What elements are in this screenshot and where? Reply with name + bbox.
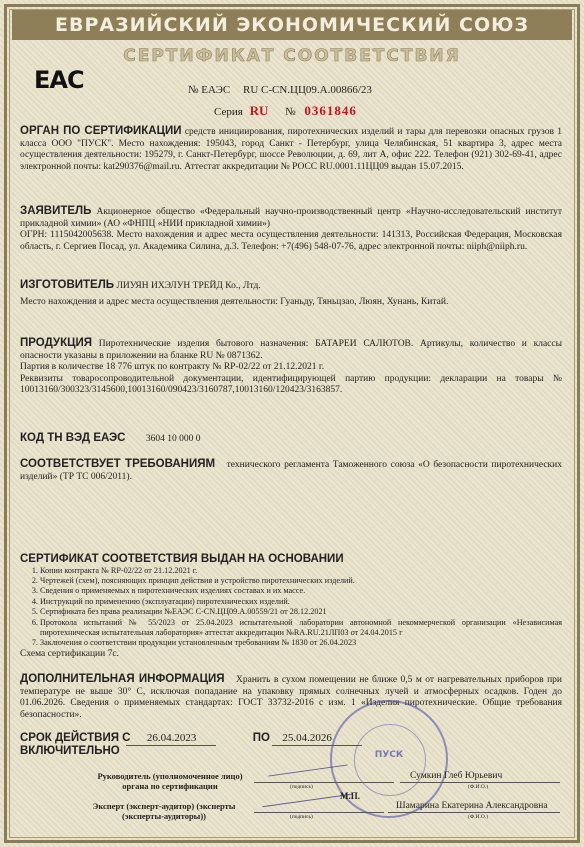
applicant-text: Акционерное общество «Федеральный научно-производственный центр «Научно-исследовательский институт прикладной химии» (АО «ФНПЦ «НИИ прикладной химии») — [20, 207, 563, 229]
validity-from: 26.04.2023 — [146, 732, 197, 744]
validity-head: СРОК ДЕЙСТВИЯ С — [20, 732, 131, 744]
eac-mark: ЕАС — [34, 66, 84, 94]
basis-item: 1. Копии контракта № RP-02/22 от 21.12.2021 г. — [40, 566, 562, 576]
certification-scheme: Схема сертификации 7с. — [20, 648, 119, 659]
head-sign-line — [254, 782, 394, 783]
validity-to-label: ПО — [252, 732, 270, 744]
expert-name: Шамарина Екатерина Александровна — [396, 801, 548, 811]
product-text: Пиротехнические изделия бытового назначения: БАТАРЕИ САЛЮТОВ. Артикулы, количество и классы опасности указаны в приложении на бланке RU № 0871362. — [20, 339, 562, 361]
expert-sign-line — [254, 812, 384, 813]
head-name: Сумкин Глеб Юрьевич — [410, 771, 503, 781]
basis-item: 4. Инструкций по применению (эксплуатации) пиротехнических изделий. — [40, 597, 562, 607]
product-head: ПРОДУКЦИЯ — [20, 337, 93, 349]
reg-prefix: № ЕАЭС — [188, 84, 231, 96]
expert-name-line — [388, 812, 560, 813]
additional-text: Хранить в сухом помещении не ближе 0,5 м от нагревательных приборов при температуре не выше 30° С, исключая попадание на упаковку прямых солнечных лучей и атмосферных осадков. Годен до 01.06.2026. Сведения о применяемых стандартах: ГОСТ 33732-2016 с изм. 1 «Изделия пиротехнические. Общие требования безопасности». — [20, 675, 562, 720]
head-name-line — [400, 782, 560, 783]
basis-item: 7. Заключения о соответствии продукции установленным требованиям № 1830 от 26.04.2023 — [40, 638, 562, 648]
manufacturer-address: Место нахождения и адрес места осуществления деятельности: Гуаньду, Тяньцзао, Люян, Хунань, Китай. — [20, 296, 449, 307]
basis-item: 6. Протокола испытаний № 55/2023 от 25.04.2023 испытательной лаборатории автономной некоммерческой организации «Независимая пиротехническая испытательная лаборатория» аттестат аккредитации №RA.RU.21ЛП03 от 24.04.2015 г — [40, 618, 562, 639]
conforms-head: СООТВЕТСТВУЕТ ТРЕБОВАНИЯМ — [20, 458, 216, 470]
basis-item: 3. Сведения о применяемых в пиротехнических изделиях составах и их массе. — [40, 586, 562, 596]
manufacturer-section — [20, 280, 562, 308]
conforms-section — [20, 459, 562, 483]
additional-head: ДОПОЛНИТЕЛЬНАЯ ИНФОРМАЦИЯ — [20, 673, 225, 685]
serial-number: 0361846 — [304, 103, 357, 118]
applicant-section — [20, 206, 562, 253]
validity-inclusive: ВКЛЮЧИТЕЛЬНО — [20, 744, 120, 757]
organ-section — [20, 126, 562, 173]
expert-sign-caption: (подпись) — [290, 814, 313, 820]
applicant-head: ЗАЯВИТЕЛЬ — [20, 205, 92, 217]
stamp-text: ПУСК — [374, 750, 404, 760]
mp-label: М.П. — [340, 791, 360, 801]
additional-section — [20, 674, 562, 721]
reg-number: RU С-CN.ЦЦ09.А.00866/23 — [242, 84, 372, 96]
tnved-section — [20, 433, 562, 446]
product-docs: Реквизиты товаросопроводительной документации, идентифицирующей партию продукции: декларации на товары № 10013160/300323/3145600,10013160/090423/3160787,10013160/120423/3163857. — [20, 373, 562, 396]
product-section — [20, 338, 562, 397]
from-underline — [126, 745, 216, 746]
organ-head: ОРГАН ПО СЕРТИФИКАЦИИ — [20, 125, 182, 137]
conforms-text: технического регламента Таможенного союза «О безопасности пиротехнических изделий» (ТР ТС 006/2011). — [20, 460, 562, 482]
series-label: Серия — [214, 106, 243, 118]
number-sign: № — [285, 106, 296, 118]
basis-item: 2. Чертежей (схем), поясняющих принцип действия и устройство пиротехнических изделий. — [40, 576, 562, 586]
head-fio-caption: (Ф.И.О.) — [468, 784, 489, 790]
expert-fio-caption: (Ф.И.О.) — [468, 814, 489, 820]
basis-section — [20, 554, 562, 660]
basis-list — [20, 566, 562, 649]
expert-label: Эксперт (эксперт-аудитор) (эксперты (эксперты-аудиторы)) — [92, 801, 236, 821]
tnved-head: КОД ТН ВЭД ЕАЭС — [20, 432, 126, 444]
certificate-title: СЕРТИФИКАТ СООТВЕТСТВИЯ — [123, 46, 461, 66]
series-line — [214, 103, 357, 119]
series-value: RU — [249, 103, 269, 118]
stamp-inner-ring — [354, 724, 426, 796]
manufacturer-head: ИЗГОТОВИТЕЛЬ — [20, 279, 115, 291]
basis-item: 5. Сертификата без права реализации №ЕАЭС С-CN.ЦЦ09.А.00559/21 от 28.12.2021 — [40, 607, 562, 617]
tnved-value: 3604 10 000 0 — [145, 434, 201, 444]
validity-to: 25.04.2026 — [282, 732, 332, 744]
registration-line — [188, 84, 372, 96]
manufacturer-text: ЛИУЯН ИХЭЛУН ТРЕЙД Ко., Лтд. — [116, 281, 261, 291]
union-banner: ЕВРАЗИЙСКИЙ ЭКОНОМИЧЕСКИЙ СОЮЗ — [12, 10, 572, 40]
head-sign-caption: (подпись) — [290, 784, 313, 790]
basis-head: СЕРТИФИКАТ СООТВЕТСТВИЯ ВЫДАН НА ОСНОВАНИИ — [20, 553, 344, 565]
organ-text: средств инициирования, пиротехнических изделий и тары для перевозки опасных грузов 1 класса ООО "ПУСК". Место нахождения: 195043, город Санкт - Петербург, улица Челябинская, 51 квартира 3, адрес места осуществления деятельности: 195279, г. Санкт-Петербург, шоссе Революции, д. 69, лит А, офис 222. Телефон (921) 302-69-41, адрес электронной почты: kat290376@mail.ru. Аттестат аккредитации № РОСС RU.0001.11ЦЦ09 выдан 15.07.2015. — [20, 127, 563, 172]
product-batch: Партия в количестве 18 776 штук по контракту № RP-02/22 от 21.12.2021 г. — [20, 362, 325, 373]
head-label: Руководитель (уполномоченное лицо) органа по сертификации — [97, 771, 243, 791]
applicant-details: ОГРН: 1115042005638. Место нахождения и адрес места осуществления деятельности: 141313, Российская Федерация, Московская область, г. Сергиев Посад, ул. Академика Силина, д.3. Телефон: +7(496) 548-07-76, адрес электронной почты: niiph@niiph.ru. — [20, 230, 562, 252]
